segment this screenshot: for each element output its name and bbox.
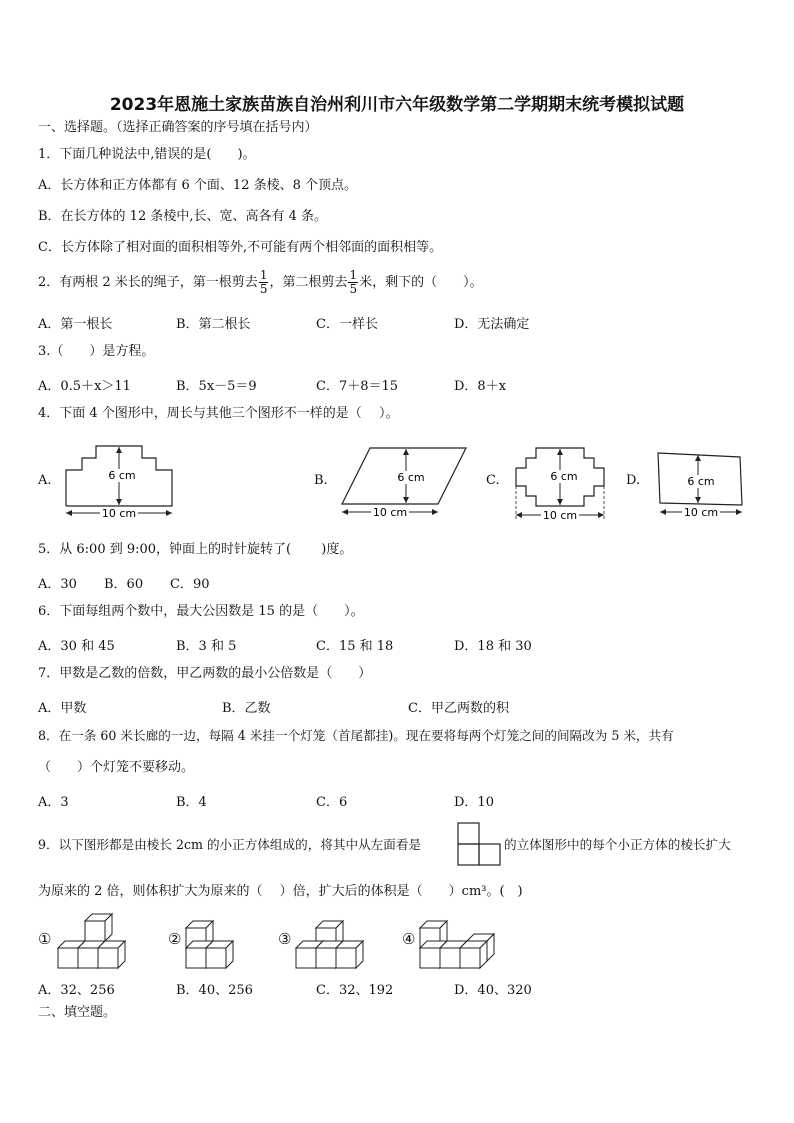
unit-cube: [98, 941, 125, 968]
q9-stem-part1: 9．以下图形都是由棱长 2cm 的小正方体组成的，将其中从左面看是: [38, 837, 422, 852]
q4-option-c[interactable]: C.: [486, 473, 500, 488]
q4-c-height-label: 6 cm: [550, 470, 578, 483]
q3-option-d[interactable]: D．8＋x: [454, 379, 507, 394]
q4-figure-c: [508, 444, 613, 526]
q6-option-b[interactable]: B．3 和 5: [176, 639, 237, 654]
q2-option-c[interactable]: C．一样长: [316, 317, 378, 332]
q1-stem: 1．下面几种说法中,错误的是( )。: [38, 147, 256, 162]
q6-option-a[interactable]: A．30 和 45: [38, 639, 115, 654]
q5-stem: 5．从 6:00 到 9:00，钟面上的时针旋转了( )度。: [38, 542, 353, 557]
q5-option-c[interactable]: C．90: [170, 577, 210, 592]
q6-stem: 6．下面每组两个数中，最大公因数是 15 的是（ ）。: [38, 604, 364, 619]
q2-fraction-1: $\frac{1}{5}$: [259, 268, 268, 296]
q7-option-b[interactable]: B．乙数: [222, 701, 271, 716]
q3-option-c[interactable]: C．7＋8＝15: [316, 379, 399, 394]
q4-d-width-label: 10 cm: [683, 506, 719, 519]
q6-option-c[interactable]: C．15 和 18: [316, 639, 394, 654]
q3-option-b[interactable]: B．5x－5＝9: [176, 379, 257, 394]
q2-fraction-2: $\frac{1}{5}$: [349, 268, 358, 296]
q7-option-c[interactable]: C．甲乙两数的积: [408, 701, 509, 716]
q8-option-b[interactable]: B．4: [176, 795, 207, 810]
q2-stem-part1: 2．有两根 2 米长的绳子，第一根剪去: [38, 275, 258, 290]
q9-option-d[interactable]: D．40、320: [454, 983, 532, 998]
unit-cube: [85, 914, 112, 941]
unit-cube: [336, 941, 363, 968]
q4-stem: 4．下面 4 个图形中，周长与其他三个图形不一样的是（ ）。: [38, 406, 399, 421]
section-1-heading: 一、选择题。（选择正确答案的序号填在括号内）: [38, 120, 318, 135]
q9-figure-4: [418, 908, 518, 970]
q7-stem: 7．甲数是乙数的倍数，甲乙两数的最小公倍数是（ ）: [38, 666, 372, 681]
q2-stem-part3: 米，剩下的（ ）。: [359, 275, 483, 290]
q6-option-d[interactable]: D．18 和 30: [454, 639, 532, 654]
q7-option-a[interactable]: A．甲数: [38, 701, 87, 716]
q8-stem-line1: 8．在一条 60 米长廊的一边，每隔 4 米挂一个灯笼（首尾都挂)。现在要将每两个灯笼之间的间隔改为 5 米，共有: [38, 728, 674, 743]
q4-c-width-label: 10 cm: [542, 509, 578, 522]
q4-option-a[interactable]: A.: [38, 473, 52, 488]
q9-stem-part2: 的立体图形中的每个小正方体的棱长扩大: [504, 837, 731, 852]
q8-stem-line2: （ ）个灯笼不要移动。: [38, 760, 195, 775]
q1-option-a[interactable]: A．长方体和正方体都有 6 个面、12 条棱、8 个顶点。: [38, 178, 358, 193]
q4-figure-b: [338, 444, 473, 524]
q9-fig1-label: ①: [38, 930, 52, 948]
q9-figure-3: [294, 908, 384, 970]
q5-option-b[interactable]: B．60: [104, 577, 144, 592]
q4-figure-a: [60, 440, 180, 525]
q9-figure-2: [184, 908, 254, 970]
q2-stem: [38, 268, 483, 298]
q9-option-c[interactable]: C．32、192: [316, 983, 394, 998]
q8-option-d[interactable]: D．10: [454, 795, 494, 810]
page-title: 2023年恩施土家族苗族自治州利川市六年级数学第二学期期末统考模拟试题: [109, 95, 685, 115]
q1-option-c[interactable]: C．长方体除了相对面的面积相等外,不可能有两个相邻面的面积相等。: [38, 240, 443, 255]
q9-option-a[interactable]: A．32、256: [38, 983, 115, 998]
q9-stem-line2: 为原来的 2 倍，则体积扩大为原来的（ ）倍，扩大后的体积是（ ）cm³。( ): [38, 884, 523, 899]
q4-b-height-label: 6 cm: [397, 471, 425, 484]
q9-fig4-label: ④: [402, 930, 416, 948]
q9-left-view-figure: [457, 822, 501, 868]
q4-figure-d: [654, 449, 749, 524]
q5-option-a[interactable]: A．30: [38, 577, 77, 592]
q2-stem-part2: ，第二根剪去: [269, 275, 348, 290]
q4-a-height-label: 6 cm: [108, 469, 136, 482]
q2-option-a[interactable]: A．第一根长: [38, 317, 113, 332]
q2-option-b[interactable]: B．第二根长: [176, 317, 251, 332]
q3-option-a[interactable]: A．0.5＋x＞11: [38, 379, 131, 394]
q3-stem: 3.（ ）是方程。: [38, 344, 155, 359]
q4-a-width-label: 10 cm: [101, 507, 137, 520]
q9-fig3-label: ③: [278, 930, 292, 948]
q2-option-d[interactable]: D．无法确定: [454, 317, 530, 332]
q4-option-d[interactable]: D.: [626, 473, 641, 488]
q9-figure-1: [56, 908, 126, 970]
q1-option-b[interactable]: B．在长方体的 12 条棱中,长、宽、高各有 4 条。: [38, 209, 328, 224]
unit-cube: [460, 941, 487, 968]
q8-option-a[interactable]: A．3: [38, 795, 69, 810]
q4-option-b[interactable]: B.: [314, 473, 328, 488]
q4-d-height-label: 6 cm: [687, 475, 715, 488]
q4-b-width-label: 10 cm: [372, 506, 408, 519]
q9-option-b[interactable]: B．40、256: [176, 983, 253, 998]
q9-fig2-label: ②: [168, 930, 182, 948]
q8-option-c[interactable]: C．6: [316, 795, 348, 810]
section-2-heading: 二、填空题。: [38, 1005, 117, 1020]
unit-cube: [206, 941, 233, 968]
